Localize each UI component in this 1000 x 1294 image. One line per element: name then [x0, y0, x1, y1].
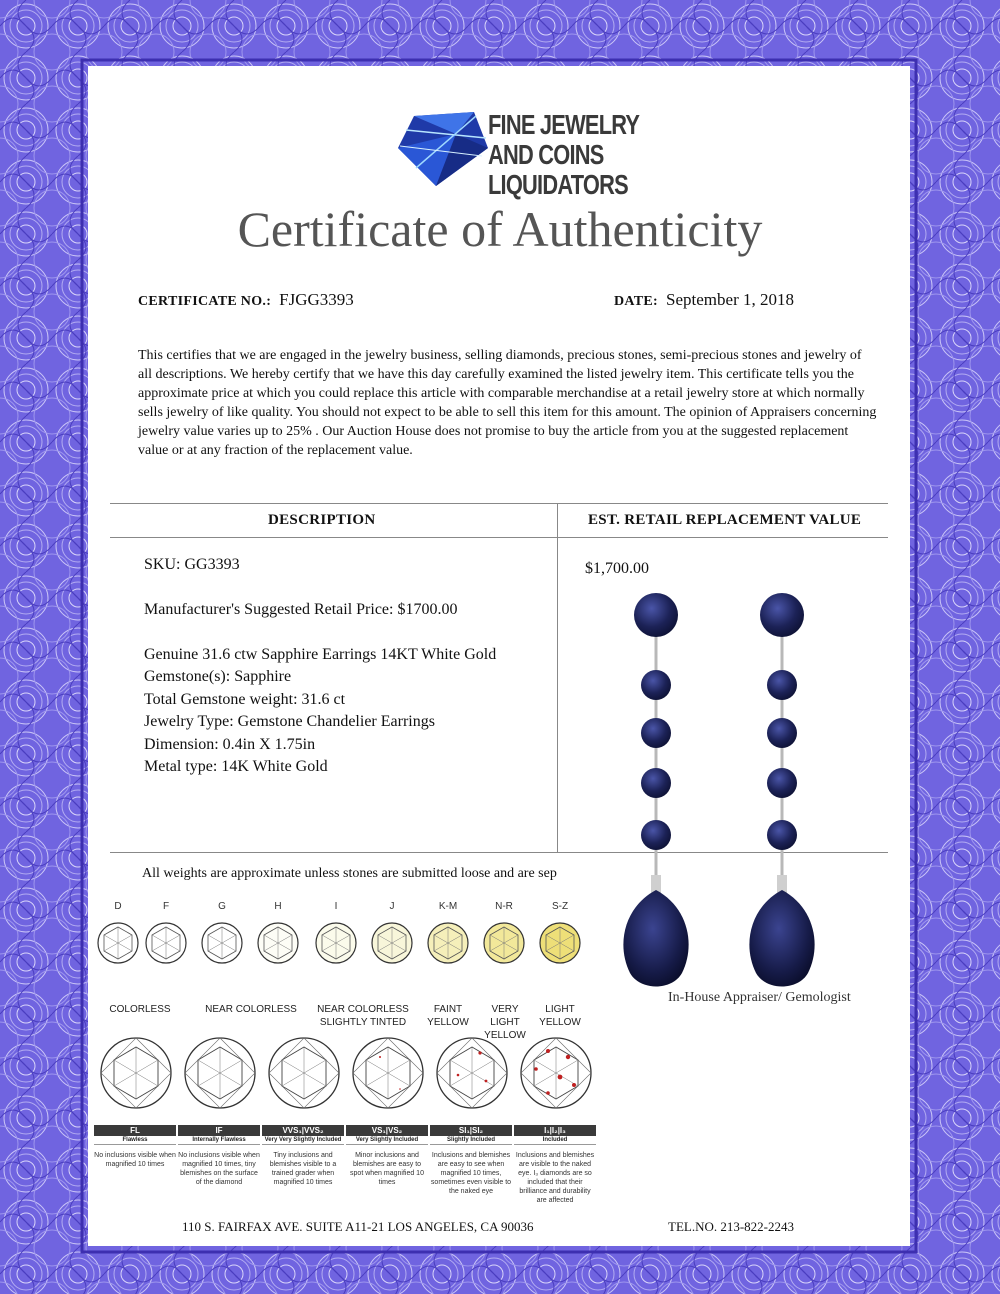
company-name — [488, 109, 640, 200]
clarity-grade: SI₁|SI₂ — [430, 1125, 512, 1136]
color-group-line: VERY LIGHT — [490, 1004, 520, 1028]
clarity-grade: VVS₁|VVS₂ — [262, 1125, 344, 1136]
color-diamond-icon — [144, 921, 188, 965]
color-grade-letter: K-M — [438, 901, 458, 912]
color-grade-letter: I — [334, 901, 338, 912]
color-diamond-icon — [200, 921, 244, 965]
msrp-text: Manufacturer's Suggested Retail Price: $1700.00 — [144, 601, 458, 618]
clarity-grade: FL — [94, 1125, 176, 1136]
weights-note: All weights are approximate unless stones are submitted loose and are sep — [142, 866, 557, 881]
detail-line: Genuine 31.6 ctw Sapphire Earrings 14KT White Gold — [144, 646, 497, 663]
replacement-value: $1,700.00 — [585, 560, 649, 577]
color-grade-letter: D — [114, 901, 122, 912]
clarity-description: Tiny inclusions and blemishes visible to a trained grader when magnified 10 times — [269, 1152, 337, 1186]
sapphire-earrings-image — [620, 585, 840, 995]
table-top-rule — [110, 503, 888, 504]
company-line: LIQUIDATORS — [488, 169, 628, 200]
clarity-name: Internally Flawless — [178, 1137, 260, 1145]
clarity-diamond-icon — [98, 1035, 174, 1111]
color-group-line: YELLOW — [427, 1017, 469, 1028]
color-grade-letter: J — [389, 901, 395, 912]
color-grade-letter: N-R — [495, 901, 513, 912]
color-group-label — [422, 1003, 474, 1029]
detail-line: Jewelry Type: Gemstone Chandelier Earrings — [144, 713, 435, 730]
color-diamond-icon — [96, 921, 140, 965]
company-line: AND COINS — [488, 139, 604, 170]
cert-number-label: CERTIFICATE NO.: — [138, 294, 272, 309]
color-diamond-icon — [426, 921, 470, 965]
company-line: FINE JEWELRY — [488, 109, 640, 140]
color-diamond-icon — [256, 921, 300, 965]
certificate-number — [138, 290, 354, 310]
color-grade-letter: S-Z — [551, 901, 569, 912]
detail-line: Dimension: 0.4in X 1.75in — [144, 736, 316, 753]
color-group-line: LIGHT — [545, 1004, 575, 1015]
clarity-description: No inclusions visible when magnified 10 times — [94, 1152, 176, 1168]
cert-number-value: FJGG3393 — [279, 290, 354, 309]
clarity-description: No inclusions visible when magnified 10 times, tiny blemishes on the surface of the diamond — [178, 1152, 260, 1186]
color-diamond-icon — [314, 921, 358, 965]
appraiser-signature-line: In-House Appraiser/ Gemologist — [668, 990, 851, 1005]
color-group-label — [100, 1003, 180, 1016]
clarity-name: Included — [514, 1137, 596, 1145]
certificate-title: Certificate of Authenticity — [237, 201, 763, 257]
clarity-description: Minor inclusions and blemishes are easy to spot when magnified 10 times — [350, 1152, 424, 1186]
table-header-rule — [110, 537, 888, 538]
detail-line: Total Gemstone weight: 31.6 ct — [144, 691, 346, 708]
color-group-line: FAINT — [433, 1004, 463, 1015]
color-grade-letter: G — [218, 901, 226, 912]
clarity-name: Flawless — [94, 1137, 176, 1145]
color-group-line: YELLOW — [484, 1030, 526, 1041]
color-diamond-icon — [538, 921, 582, 965]
clarity-name: Very Slightly Included — [346, 1137, 428, 1145]
intro-paragraph: This certifies that we are engaged in the jewelry business, selling diamonds, precious stones, semi-precious stones and jewelry of all descriptions. We hereby certify that we have this day carefully examined the listed jewelry item. This certificate tells you the approximate price at which you could replace this article with comparable merchandise at a retail jewelry store at which normally sells jewelry of like quality. You should not expect to be able to sell this item for this amount. The opinion of Appraisers concerning jewelry value varies up to 25% . Our Auction House does not promise to buy the article from you at the suggested replacement value or at any fraction of the replacement value. — [138, 348, 877, 458]
certificate-date — [614, 290, 794, 310]
clarity-name: Very Very Slightly Included — [262, 1137, 344, 1145]
color-group-line: NEAR COLORLESS — [317, 1004, 409, 1015]
value-header: EST. RETAIL REPLACEMENT VALUE — [588, 512, 862, 528]
color-group-line: YELLOW — [539, 1017, 581, 1028]
clarity-diamond-icon — [518, 1035, 594, 1111]
color-group-label — [308, 1003, 418, 1029]
clarity-description: Inclusions and blemishes are easy to see when magnified 10 times, sometimes even visible to the naked eye — [430, 1152, 512, 1195]
clarity-grade: I₁|I₂|I₃ — [514, 1125, 596, 1136]
date-value: September 1, 2018 — [666, 290, 794, 309]
right-earring — [749, 593, 814, 987]
clarity-diamond-icon — [350, 1035, 426, 1111]
detail-line: Metal type: 14K White Gold — [144, 758, 328, 775]
color-group-line: SLIGHTLY TINTED — [319, 1017, 407, 1028]
clarity-diamond-icon — [266, 1035, 342, 1111]
clarity-name: Slightly Included — [430, 1137, 512, 1145]
clarity-diamond-icon — [182, 1035, 258, 1111]
left-earring — [623, 593, 688, 987]
color-group-line: COLORLESS — [109, 1004, 171, 1015]
sku-text: SKU: GG3393 — [144, 556, 240, 573]
footer-phone: TEL.NO. 213-822-2243 — [668, 1219, 795, 1234]
date-label: DATE: — [614, 294, 659, 309]
clarity-grade: IF — [178, 1125, 260, 1136]
color-grade-letter: H — [274, 901, 282, 912]
detail-line: Gemstone(s): Sapphire — [144, 668, 292, 685]
clarity-grade: VS₁|VS₂ — [346, 1125, 428, 1136]
color-group-line: NEAR COLORLESS — [205, 1004, 297, 1015]
color-grade-letter: F — [162, 901, 170, 912]
table-column-divider — [557, 503, 558, 852]
description-header: DESCRIPTION — [268, 512, 376, 528]
color-diamond-icon — [370, 921, 414, 965]
color-diamond-icon — [482, 921, 526, 965]
color-group-label — [198, 1003, 304, 1016]
clarity-diamond-icon — [434, 1035, 510, 1111]
clarity-description: Inclusions and blemishes are visible to the naked eye. I₃ diamonds are so included that their brilliance and durability are affected — [515, 1152, 595, 1204]
footer-address: 110 S. FAIRFAX AVE. SUITE A11-21 LOS ANGELES, CA 90036 — [182, 1219, 534, 1234]
color-group-label — [534, 1003, 586, 1029]
diamond-grading-chart — [90, 895, 600, 1215]
